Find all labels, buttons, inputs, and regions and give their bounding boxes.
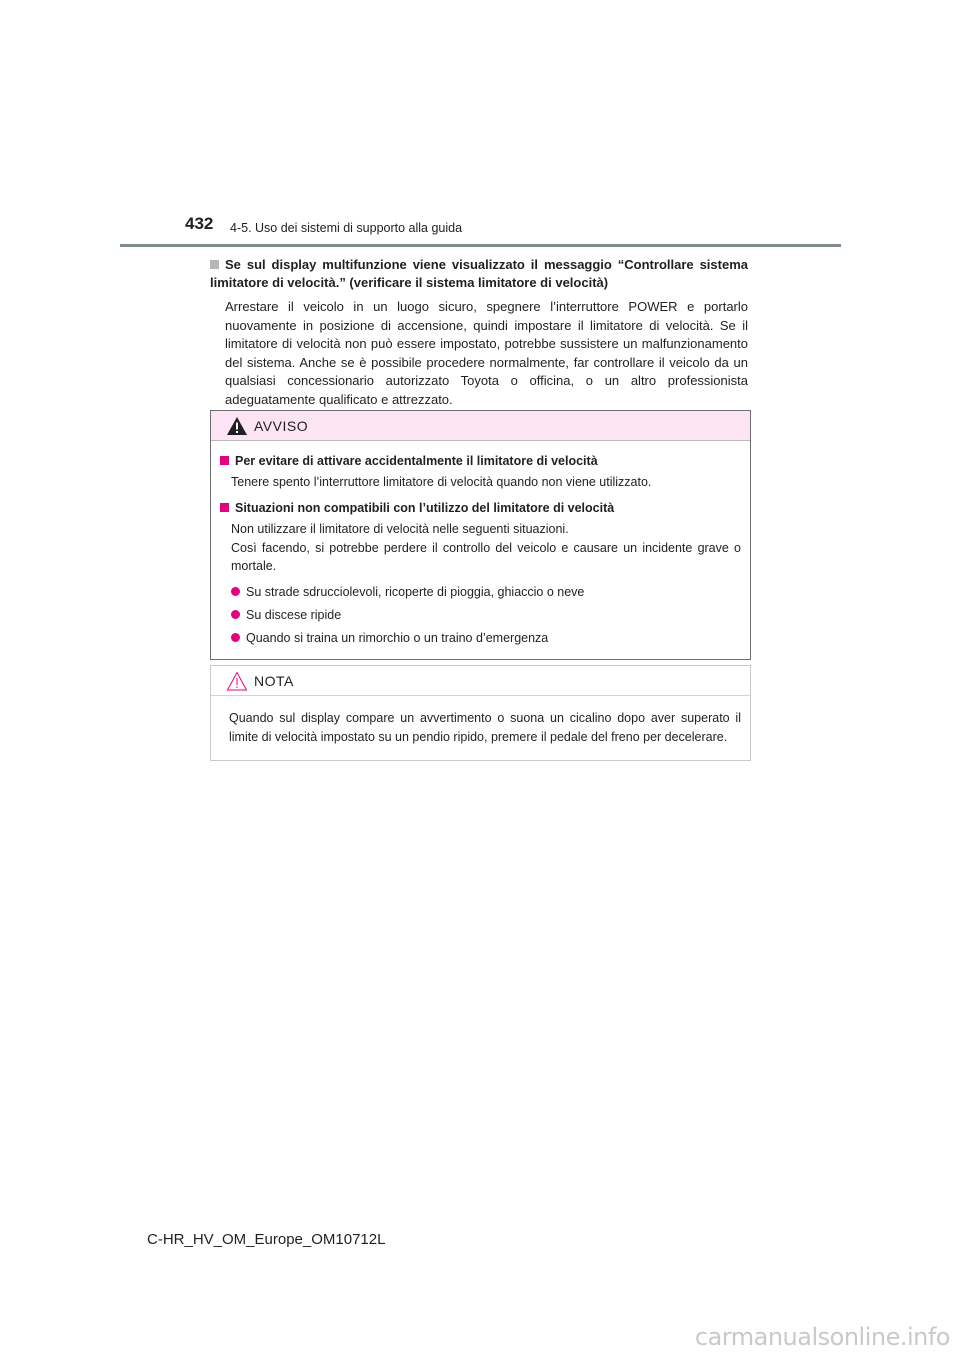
page-header <box>185 214 845 246</box>
list-item <box>231 607 741 624</box>
list-item-text: Su strade sdrucciolevoli, ricoperte di pioggia, ghiaccio o neve <box>246 585 585 599</box>
warning-box <box>210 410 751 660</box>
circle-bullet-icon <box>231 633 240 642</box>
document-code: C-HR_HV_OM_Europe_OM10712L <box>147 1231 386 1248</box>
section-body: Arrestare il veicolo in un luogo sicuro, spegnere l’interruttore POWER e portarlo nuovamente in posizione di accensione, quindi impostare il limitatore di velocità. Se il limitatore di velocità non può essere impostato, potrebbe sussistere un malfunzionamento del sistema. Anche se è possibile procedere normalmente, far controllare il veicolo da un qualsiasi concessionario autorizzato Toyota o officina, o un altro professionista adeguatamente qualificato e attrezzato. <box>225 299 748 407</box>
notice-label: NOTA <box>254 673 294 689</box>
warning-triangle-icon <box>226 416 248 441</box>
watermark: carmanualsonline.info <box>694 1323 950 1351</box>
list-item-text: Quando si traina un rimorchio o un traino d’emergenza <box>246 631 549 645</box>
section-heading <box>210 256 748 292</box>
list-item <box>231 630 741 647</box>
list-item <box>231 584 741 601</box>
circle-bullet-icon <box>231 587 240 596</box>
notice-box <box>210 665 751 761</box>
main-section <box>210 256 748 409</box>
warning-item-title-text: Situazioni non compatibili con l’utilizzo del limitatore di velocità <box>235 501 615 515</box>
warning-box-header <box>211 411 750 441</box>
list-item-text: Su discese ripide <box>246 608 342 622</box>
square-bullet-icon <box>220 456 229 465</box>
section-title: 4-5. Uso dei sistemi di supporto alla guida <box>230 221 463 235</box>
square-bullet-icon <box>210 260 219 269</box>
header-divider <box>120 244 841 247</box>
warning-label: AVVISO <box>254 418 309 434</box>
warning-item-title <box>220 453 741 470</box>
warning-box-body <box>211 441 750 659</box>
section-heading-text: Se sul display multifunzione viene visualizzato il messaggio “Controllare sistema limitatore di velocità.” (verificare il sistema limitatore di velocità) <box>210 257 748 290</box>
notice-text: Quando sul display compare un avvertimento o suona un cicalino dopo aver superato il limite di velocità impostato su un pendio ripido, premere il pedale del freno per decelerare. <box>229 711 741 744</box>
notice-box-header <box>211 666 750 696</box>
page-number: 432 <box>185 214 214 233</box>
caution-triangle-icon <box>226 671 248 696</box>
circle-bullet-icon <box>231 610 240 619</box>
warning-item-text: Non utilizzare il limitatore di velocità nelle seguenti situazioni. <box>231 522 569 536</box>
warning-item-text: Tenere spento l’interruttore limitatore di velocità quando non viene utilizzato. <box>231 475 652 489</box>
square-bullet-icon <box>220 503 229 512</box>
warning-item-title-text: Per evitare di attivare accidentalmente il limitatore di velocità <box>235 454 598 468</box>
warning-item-title <box>220 500 741 517</box>
warning-item-text: Così facendo, si potrebbe perdere il controllo del veicolo e causare un incidente grave o mortale. <box>231 541 741 573</box>
